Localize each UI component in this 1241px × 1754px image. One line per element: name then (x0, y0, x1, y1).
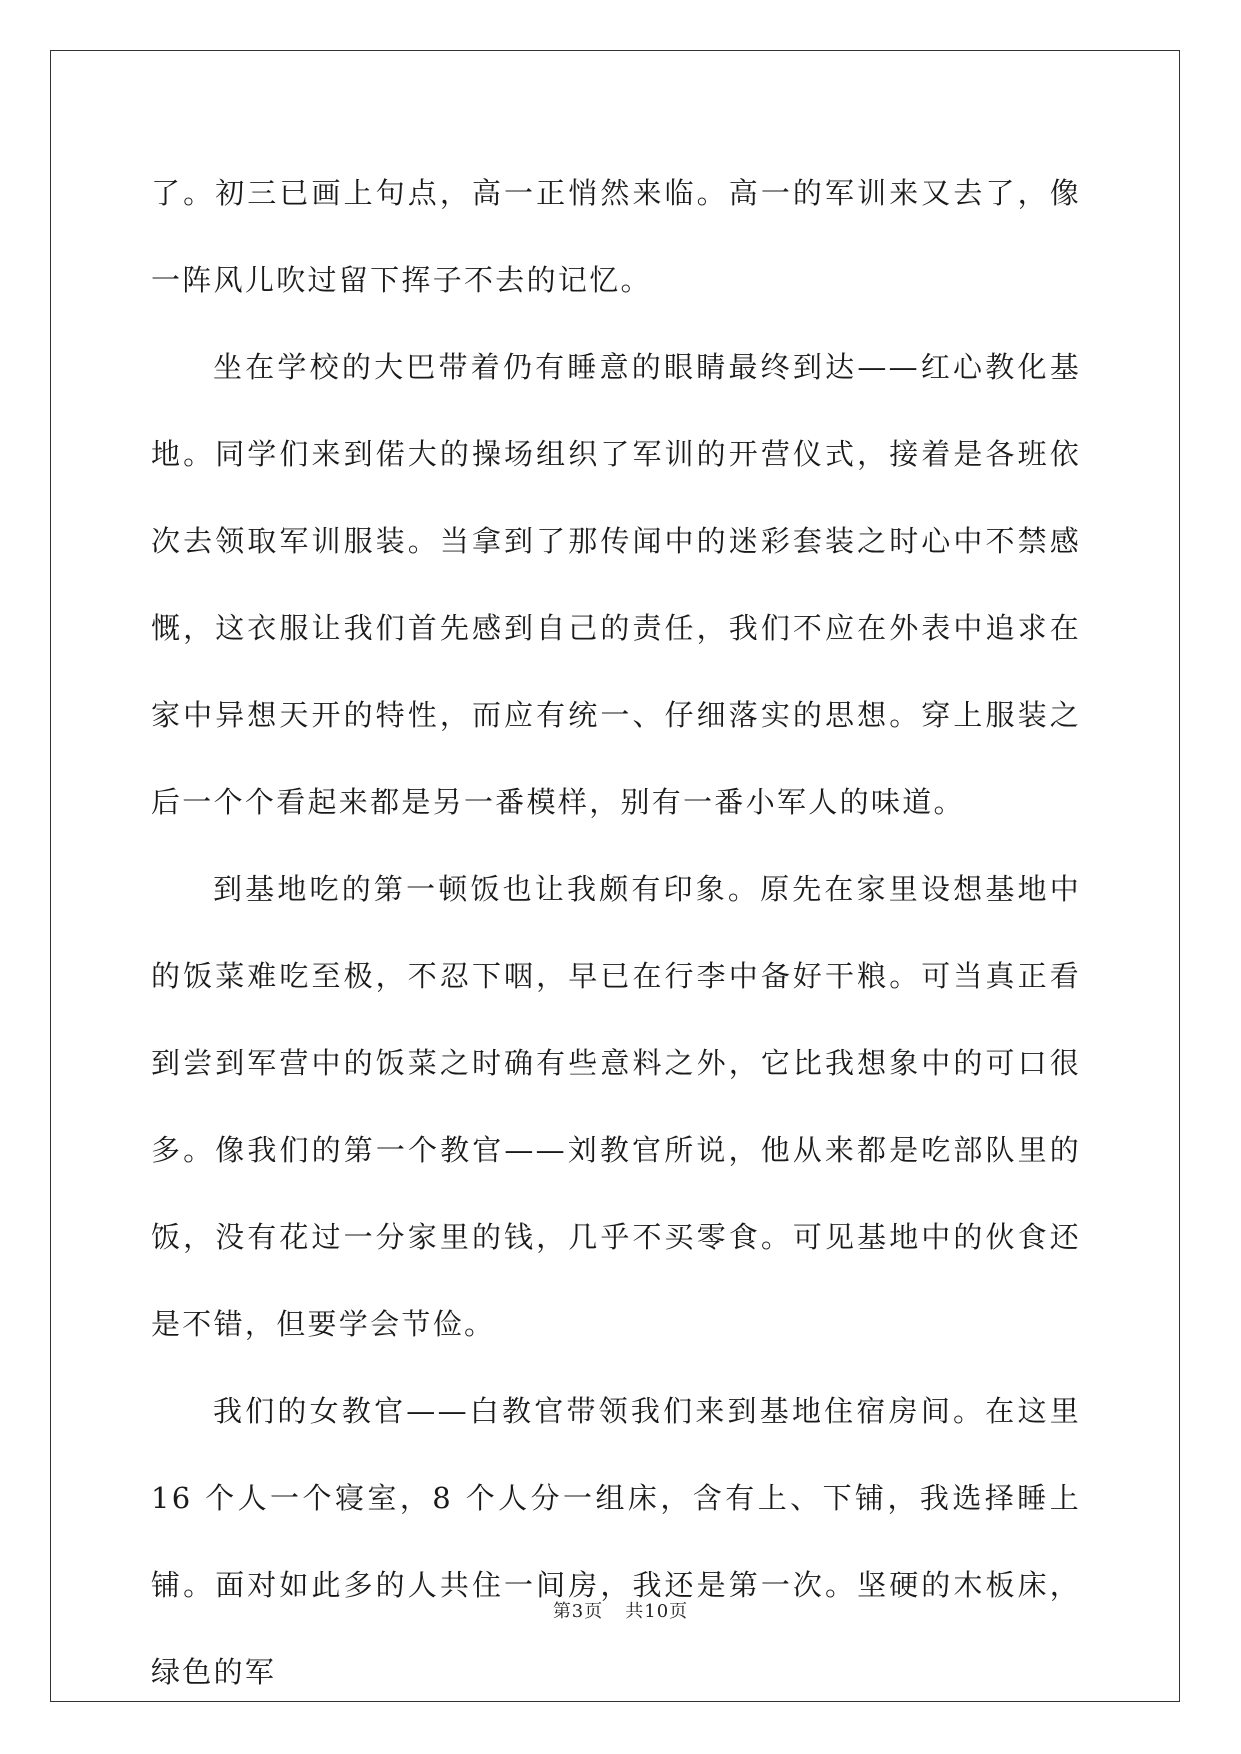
paragraph-4: 我们的女教官——白教官带领我们来到基地住宿房间。在这里 16 个人一个寝室，8 个人分一组床，含有上、下铺，我选择睡上铺。面对如此多的人共住一间房，我还是第一次。坚硬的木板床，绿色的军 (151, 1394, 1081, 1689)
paragraph-2: 坐在学校的大巴带着仍有睡意的眼睛最终到达——红心教化基地。同学们来到偌大的操场组织了军训的开营仪式，接着是各班依次去领取军训服装。当拿到了那传闻中的迷彩套装之时心中不禁感慨，这衣服让我们首先感到自己的责任，我们不应在外表中追求在家中异想天开的特性，而应有统一、仔细落实的思想。穿上服装之后一个个看起来都是另一番模样，别有一番小军人的味道。 (151, 350, 1081, 819)
paragraph-3: 到基地吃的第一顿饭也让我颇有印象。原先在家里设想基地中的饭菜难吃至极，不忍下咽，早已在行李中备好干粮。可当真正看到尝到军营中的饭菜之时确有些意料之外，它比我想象中的可口很多。像我们的第一个教官——刘教官所说，他从来都是吃部队里的饭，没有花过一分家里的钱，几乎不买零食。可见基地中的伙食还是不错，但要学会节俭。 (151, 872, 1081, 1341)
page-number-current: 第3页 (552, 1601, 604, 1622)
page-footer (0, 1597, 1241, 1623)
paragraph-1: 了。初三已画上句点，高一正悄然来临。高一的军训来又去了，像一阵风儿吹过留下挥子不去的记忆。 (151, 176, 1081, 297)
document-body (151, 150, 1081, 1716)
page-number-total: 共10页 (625, 1601, 689, 1622)
